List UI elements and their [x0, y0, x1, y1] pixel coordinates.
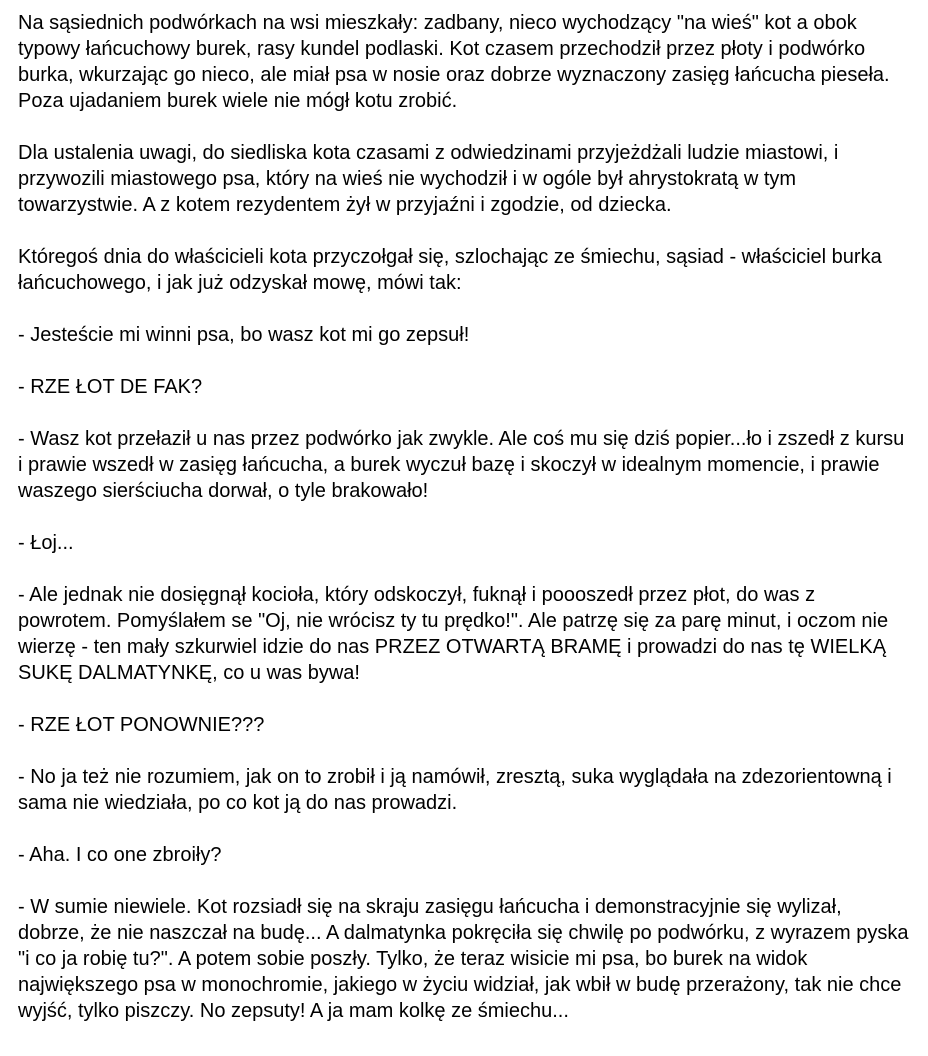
paragraph: Któregoś dnia do właścicieli kota przyczołgał się, szlochając ze śmiechu, sąsiad - właściciel burka łańcuchowego, i jak już odzyskał mowę, mówi tak: — [18, 246, 882, 294]
dialogue-line: - Wasz kot przełaził u nas przez podwórko jak zwykle. Ale coś mu się dziś popier...ło i zszedł z kursu i prawie wszedł w zasięg łańcucha, a burek wyczuł bazę i skoczył w idealnym momencie, i prawie waszego sierściucha dorwał, o tyle brakowało! — [18, 428, 905, 502]
paragraph: Dla ustalenia uwagi, do siedliska kota czasami z odwiedzinami przyjeżdżali ludzie miastowi, i przywozili miastowego psa, który na wieś nie wychodził i w ogóle był ahrystokratą w tym towarzystwie. A z kotem rezydentem żył w przyjaźni i zgodzie, od dziecka. — [18, 142, 839, 216]
dialogue-line: - No ja też nie rozumiem, jak on to zrobił i ją namówił, zresztą, suka wyglądała na zdezorientowną i sama nie wiedziała, po co kot ją do nas prowadzi. — [18, 766, 892, 814]
dialogue-line: - RZE ŁOT PONOWNIE??? — [18, 714, 265, 736]
dialogue-line: - Ale jednak nie dosięgnął kocioła, który odskoczył, fuknął i poooszedł przez płot, do was z powrotem. Pomyślałem se "Oj, nie wrócisz ty tu prędko!". Ale patrzę się za parę minut, i oczom nie wierzę - ten mały szkurwiel idzie do nas PRZEZ OTWARTĄ BRAMĘ i prowadzi do nas tę WIELKĄ SUKĘ DALMATYNKĘ, co u was bywa! — [18, 584, 889, 684]
paragraph: Na sąsiednich podwórkach na wsi mieszkały: zadbany, nieco wychodzący "na wieś" kot a obok typowy łańcuchowy burek, rasy kundel podlaski. Kot czasem przechodził przez płoty i podwórko burka, wkurzając go nieco, ale miał psa w nosie oraz dobrze wyznaczony zasięg łańcucha pieseła. Poza ujadaniem burek wiele nie mógł kotu zrobić. — [18, 12, 890, 112]
dialogue-line: - RZE ŁOT DE FAK? — [18, 376, 203, 398]
dialogue-line: - Łoj... — [18, 532, 74, 554]
dialogue-line: - W sumie niewiele. Kot rozsiadł się na skraju zasięgu łańcucha i demonstracyjnie się wylizał, dobrze, że nie naszczał na budę... A dalmatynka pokręciła się chwilę po podwórku, z wyrazem pyska "i co ja robię tu?". A potem sobie poszły. Tylko, że teraz wisicie mi psa, bo burek na widok największego psa w monochromie, jakiego w życiu widział, jak wbił w budę przerażony, tak nie chce wyjść, tylko piszczy. No zepsuty! A ja mam kolkę ze śmiechu... — [18, 896, 909, 1022]
dialogue-line: - Aha. I co one zbroiły? — [18, 844, 222, 866]
dialogue-line: - Jesteście mi winni psa, bo wasz kot mi go zepsuł! — [18, 324, 470, 346]
